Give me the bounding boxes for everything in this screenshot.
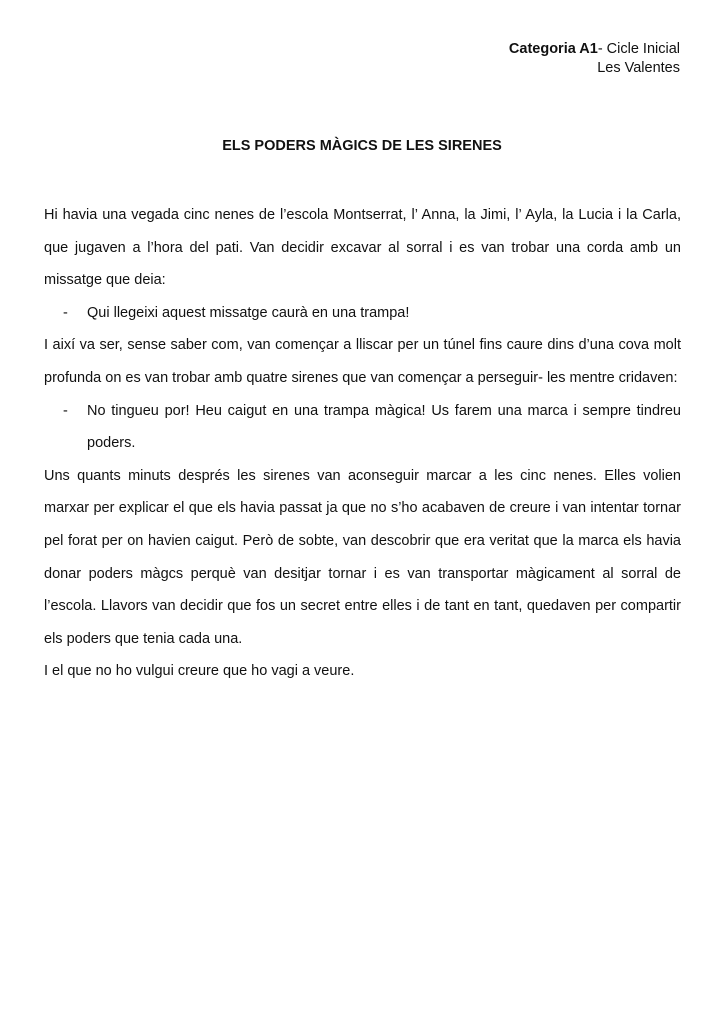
story-body: [44, 199, 681, 688]
category-line: [509, 40, 680, 59]
dialogue-text-2: No tingueu por! Heu caigut en una trampa màgica! Us farem una marca i sempre tindreu poders.: [87, 402, 681, 452]
dialogue-dash: -: [63, 304, 68, 321]
story-paragraph-4: I el que no ho vulgui creure que ho vagi a veure.: [44, 663, 355, 680]
dialogue-dash: -: [63, 402, 68, 419]
dialogue-line-2: [44, 395, 681, 460]
story-paragraph-3: Uns quants minuts després les sirenes van aconseguir marcar a les cinc nenes. Elles volien marxar per explicar el que els havia passat ja que no s’ho acabaven de creure i van intentar tornar pel forat per on havien caigut. Però de sobte, van descobrir que era veritat que la marca els havia donar poders màgcs perquè van desitjar tornar i es van transportar màgicament al sorral de l’escola. Llavors van decidir que fos un secret entre elles i de tant en tant, quedaven per compartir els poders que tenia cada una.: [44, 467, 681, 647]
story-title: ELS PODERS MÀGICS DE LES SIRENES: [222, 138, 502, 154]
story-paragraph-1: Hi havia una vegada cinc nenes de l’escola Montserrat, l’ Anna, la Jimi, l’ Ayla, la Lucia i la Carla, que jugaven a l’hora del pati. Van decidir excavar al sorral i es van trobar una corda amb un missatge que deia:: [44, 207, 681, 289]
dialogue-line-1: [44, 297, 681, 330]
category-level: - Cicle Inicial: [597, 41, 680, 57]
story-paragraph-2: I així va ser, sense saber com, van començar a lliscar per un túnel fins caure dins d’una cova molt profunda on es van trobar amb quatre sirenes que van començar a perseguir- les mentre cridaven:: [44, 337, 681, 386]
dialogue-text-1: Qui llegeixi aquest missatge caurà en una trampa!: [87, 304, 410, 321]
category-label: Categoria A1: [508, 41, 598, 57]
author-name: Les Valentes: [597, 60, 680, 76]
document-header: [509, 40, 680, 78]
